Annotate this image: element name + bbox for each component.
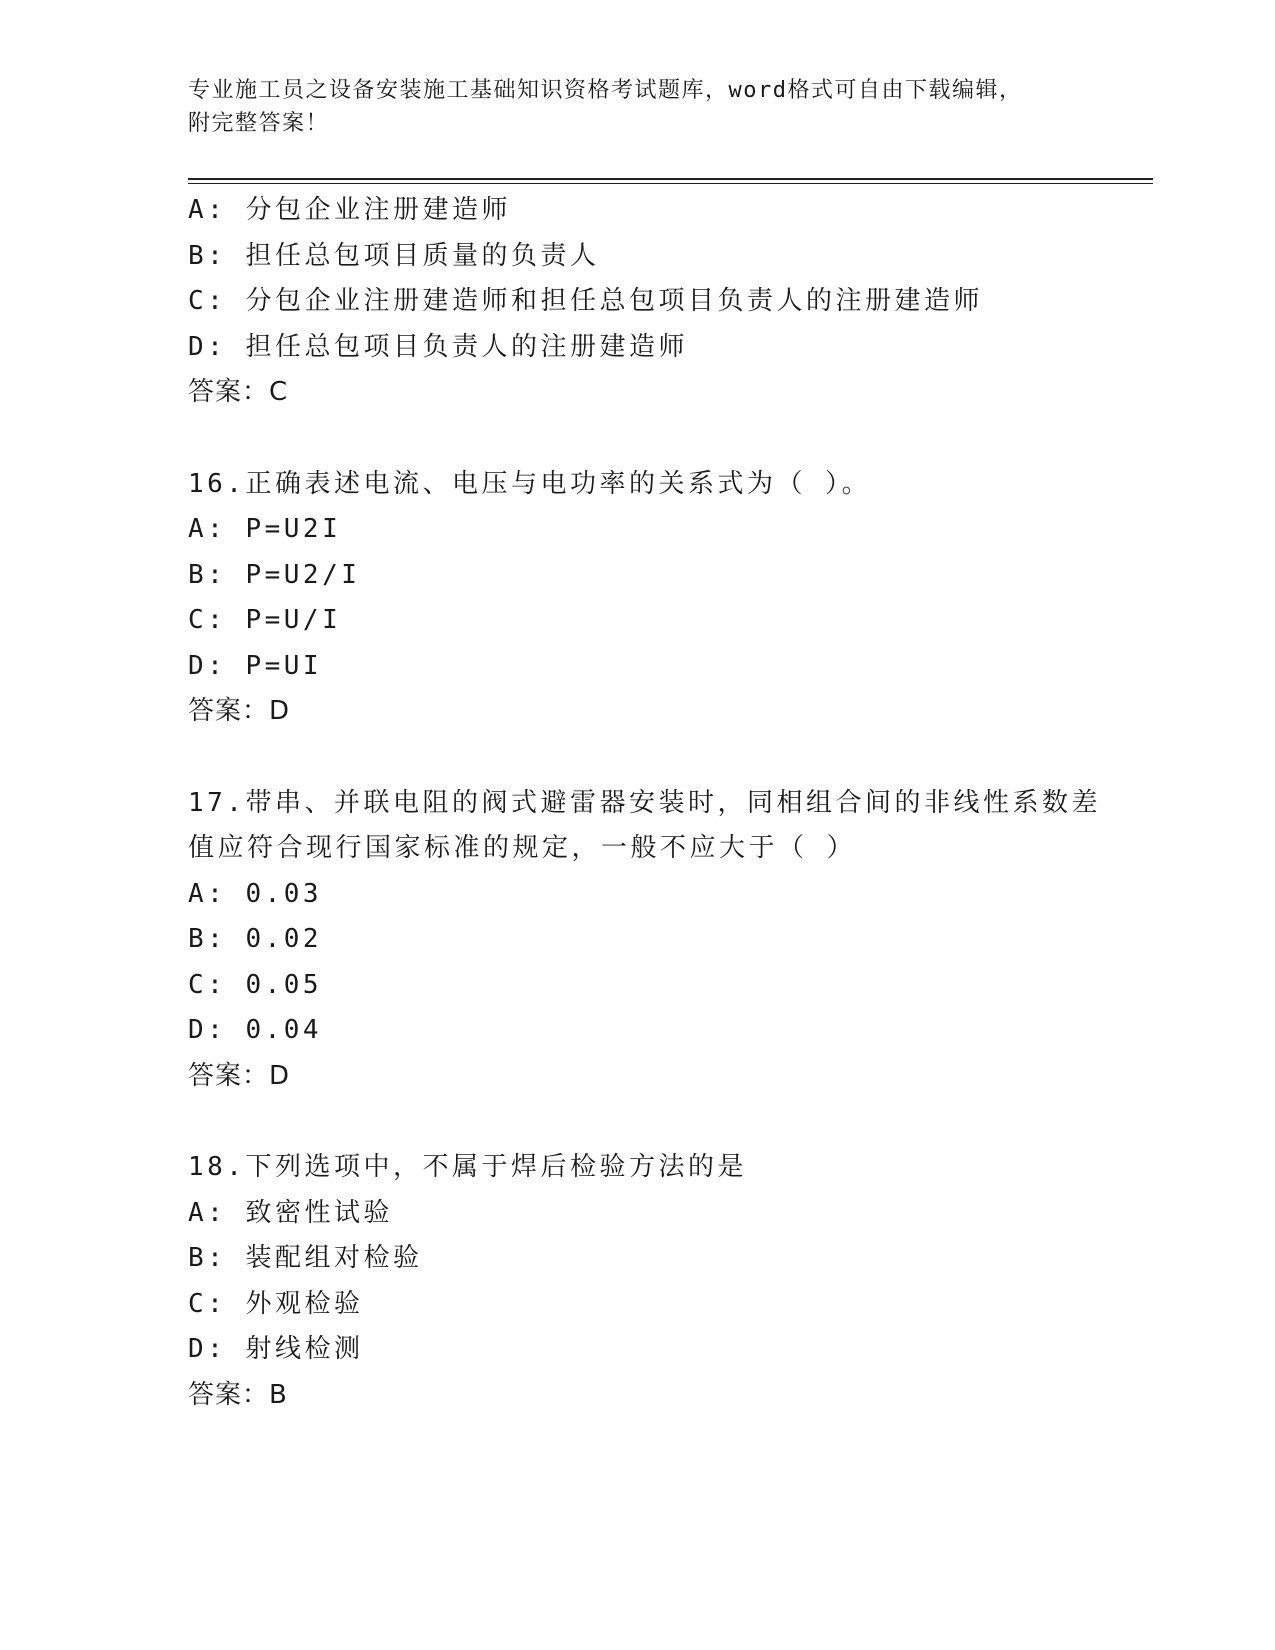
option-b: B: 装配组对检验 (188, 1243, 423, 1273)
header-line-2: 附完整答案！ (188, 111, 330, 136)
document-header (188, 74, 1088, 140)
option-a: A: 致密性试验 (188, 1197, 393, 1228)
question-list (188, 188, 1101, 1418)
option-c: C: 分包企业注册建造师和担任总包项目负责人的注册建造师 (188, 286, 983, 316)
question-text-line-1: 17.带串、并联电阻的阀式避雷器安装时，同相组合间的非线性系数差 (188, 787, 1101, 818)
question-15 (188, 188, 1088, 416)
option-c: C: 0.05 (188, 969, 323, 1000)
option-c: C: P=U/I (188, 605, 342, 635)
spacer (188, 416, 1088, 462)
option-c: C: 外观检验 (188, 1288, 364, 1319)
question-text: 16.正确表述电流、电压与电功率的关系式为（ ）。 (188, 468, 872, 499)
option-d: D: P=UI (188, 650, 323, 681)
answer-line: 答案：D (188, 1060, 291, 1091)
answer-line: 答案：D (188, 696, 291, 726)
option-d: D: 担任总包项目负责人的注册建造师 (188, 331, 688, 362)
question-text: 18.下列选项中，不属于焊后检验方法的是 (188, 1152, 747, 1182)
header-line-1: 专业施工员之设备安装施工基础知识资格考试题库，word格式可自由下载编辑， (188, 78, 1023, 103)
header-divider-thick (188, 178, 1153, 180)
option-a: A: 分包企业注册建造师 (188, 195, 511, 225)
header-divider-thin (188, 183, 1153, 184)
option-d: D: 射线检测 (188, 1334, 364, 1364)
spacer (188, 735, 1088, 781)
question-text-line-2: 值应符合现行国家标准的规定，一般不应大于（ ） (188, 833, 857, 863)
option-a: A: P=U2I (188, 514, 342, 544)
option-b: B: P=U2/I (188, 559, 361, 590)
answer-line: 答案：B (188, 1379, 288, 1410)
option-a: A: 0.03 (188, 878, 323, 909)
question-18 (188, 1145, 1088, 1418)
option-b: B: 0.02 (188, 924, 323, 954)
spacer (188, 1099, 1088, 1145)
answer-line: 答案：C (188, 377, 289, 407)
option-d: D: 0.04 (188, 1015, 323, 1045)
option-b: B: 担任总包项目质量的负责人 (188, 240, 600, 271)
question-16 (188, 462, 1088, 735)
question-17 (188, 781, 1101, 1100)
